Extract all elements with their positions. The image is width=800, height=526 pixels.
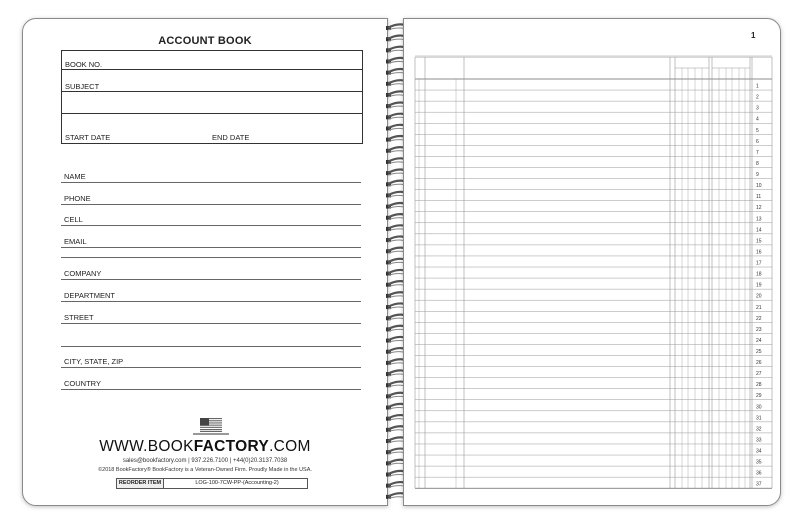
row-number: 30 — [756, 404, 762, 411]
row-number: 2 — [756, 94, 759, 101]
reorder-box — [116, 478, 308, 489]
row-number: 33 — [756, 437, 762, 444]
row-number: 29 — [756, 393, 762, 400]
extra-line — [61, 346, 361, 347]
name-label: NAME — [64, 172, 86, 181]
subject-label: SUBJECT — [65, 82, 100, 91]
row-number: 8 — [756, 160, 759, 167]
department-label: DEPARTMENT — [64, 291, 115, 300]
ledger-grid — [412, 55, 774, 495]
divider — [62, 69, 362, 70]
email-line — [61, 247, 361, 248]
email-label: EMAIL — [64, 237, 87, 246]
row-number: 11 — [756, 194, 762, 201]
us-flag-icon — [200, 418, 222, 432]
row-number: 13 — [756, 216, 762, 223]
extra-line — [61, 257, 361, 258]
book-no-label: BOOK NO. — [65, 60, 103, 69]
reorder-label: REORDER ITEM — [117, 479, 164, 488]
copyright-line: ©2018 BookFactory® BookFactory is a Veteran-Owned Firm. Proudly Made in the USA. — [98, 467, 312, 473]
row-number: 6 — [756, 138, 759, 145]
flag-caption — [193, 433, 229, 435]
row-number: 31 — [756, 415, 762, 422]
row-number: 14 — [756, 227, 762, 234]
row-number: 20 — [756, 293, 762, 300]
reorder-value: LOG-100-7CW-PP-(Accounting-2) — [195, 480, 279, 486]
row-number: 4 — [756, 116, 759, 123]
page-title: ACCOUNT BOOK — [158, 35, 252, 47]
row-number: 18 — [756, 271, 762, 278]
row-number: 7 — [756, 149, 759, 156]
left-page — [22, 18, 388, 506]
cell-label: CELL — [64, 215, 83, 224]
name-line — [61, 182, 361, 183]
divider — [62, 91, 362, 92]
company-line — [61, 279, 361, 280]
row-number: 5 — [756, 127, 759, 134]
row-number: 26 — [756, 360, 762, 367]
cell-line — [61, 225, 361, 226]
book-info-box — [61, 50, 363, 144]
row-number: 12 — [756, 205, 762, 212]
row-number: 28 — [756, 382, 762, 389]
row-number: 15 — [756, 238, 762, 245]
company-label: COMPANY — [64, 269, 102, 278]
phone-line — [61, 204, 361, 205]
right-page — [403, 18, 781, 506]
city-line — [61, 367, 361, 368]
row-number: 27 — [756, 371, 762, 378]
row-number: 25 — [756, 349, 762, 355]
phone-label: PHONE — [64, 194, 91, 203]
row-number: 19 — [756, 282, 762, 289]
row-number: 10 — [756, 183, 762, 190]
row-number: 3 — [756, 105, 759, 112]
start-date-label: START DATE — [65, 133, 111, 142]
end-date-label: END DATE — [212, 133, 250, 142]
row-number: 22 — [756, 315, 762, 322]
row-number: 24 — [756, 337, 762, 344]
street-line — [61, 323, 361, 324]
row-number: 16 — [756, 249, 762, 256]
row-number: 21 — [756, 304, 762, 311]
row-number: 23 — [756, 326, 762, 333]
row-number: 35 — [756, 459, 762, 466]
row-number: 32 — [756, 426, 762, 433]
row-number: 34 — [756, 448, 762, 455]
street-label: STREET — [64, 313, 94, 322]
city-label: CITY, STATE, ZIP — [64, 357, 124, 366]
department-line — [61, 301, 361, 302]
country-line — [61, 389, 361, 390]
page-number: 1 — [751, 31, 756, 40]
row-number: 17 — [756, 260, 762, 267]
country-label: COUNTRY — [64, 379, 101, 388]
contact-line: sales@bookfactory.com | 937.226.7100 | +44(0)20.3137.7038 — [122, 458, 288, 464]
row-number: 36 — [756, 470, 762, 477]
row-number: 1 — [756, 83, 759, 90]
divider — [62, 113, 362, 114]
row-number: 37 — [756, 481, 762, 488]
brand-url: WWW.BOOKFACTORY.COM — [99, 438, 311, 455]
row-number: 9 — [756, 172, 759, 179]
